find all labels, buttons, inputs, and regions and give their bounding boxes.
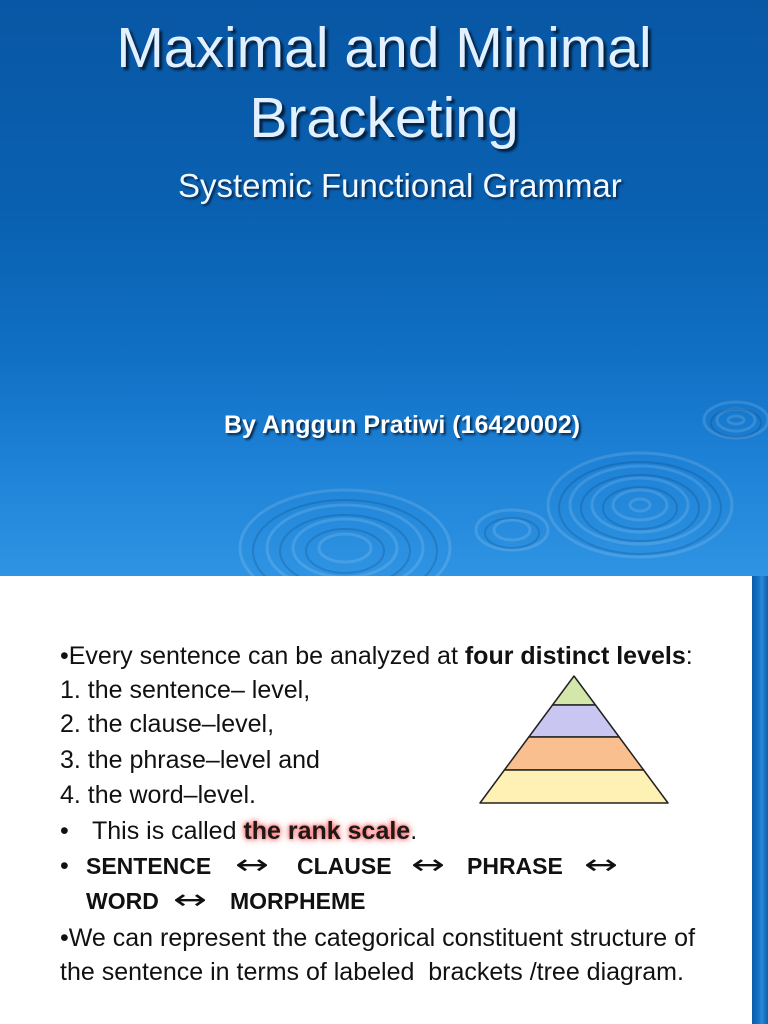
slide-title-line-2: Bracketing <box>249 86 519 150</box>
level-item-1: 1. the sentence– level, <box>60 676 311 704</box>
level-item-2: 2. the clause–level, <box>60 710 275 738</box>
content-slide <box>0 576 768 1024</box>
rank-bullet: • <box>60 817 69 845</box>
scale-item-morpheme: MORPHEME <box>230 888 366 914</box>
level-item-3: 3. the phrase–level and <box>60 746 320 774</box>
intro-line <box>60 641 693 671</box>
scale-line-2 <box>0 883 752 916</box>
double-arrow-icon: ↔ <box>235 848 270 881</box>
scale-item-sentence: SENTENCE <box>86 853 212 879</box>
pyramid-layer-base <box>480 770 668 803</box>
intro-text: •Every sentence can be analyzed at <box>60 642 465 670</box>
rank-scale-line <box>60 816 418 846</box>
double-arrow-icon: ↔ <box>173 883 208 916</box>
scale-item-word: WORD <box>86 888 159 914</box>
double-arrow-icon: ↔ <box>411 848 446 881</box>
double-arrow-icon: ↔ <box>584 848 619 881</box>
pyramid-layer-third <box>504 737 643 770</box>
rank-text-group <box>92 816 417 846</box>
pyramid-layer-second <box>529 705 619 737</box>
scale-line-1 <box>0 848 752 881</box>
rank-text: This is called <box>92 817 244 845</box>
pyramid-layer-top <box>553 676 596 705</box>
slide-edge-strip <box>752 576 768 1024</box>
scale-item-phrase: PHRASE <box>467 853 563 879</box>
scale-item-clause: CLAUSE <box>297 853 392 879</box>
intro-end: : <box>685 642 693 670</box>
scale-bullet: • <box>60 852 69 880</box>
slide-subtitle: Systemic Functional Grammar <box>178 167 622 204</box>
representation-line-1: •We can represent the categorical constituent structure of <box>60 924 696 952</box>
author-line: By Anggun Pratiwi (16420002) <box>224 411 581 439</box>
slide-title-line-1: Maximal and Minimal <box>116 16 652 80</box>
rank-end: . <box>410 817 418 845</box>
rank-scale-highlight: the rank scale <box>243 817 411 845</box>
level-item-4: 4. the word–level. <box>60 781 256 809</box>
intro-bold-text: four distinct levels <box>464 642 686 670</box>
representation-line-2: the sentence in terms of labeled brackets /tree diagram. <box>60 958 684 986</box>
